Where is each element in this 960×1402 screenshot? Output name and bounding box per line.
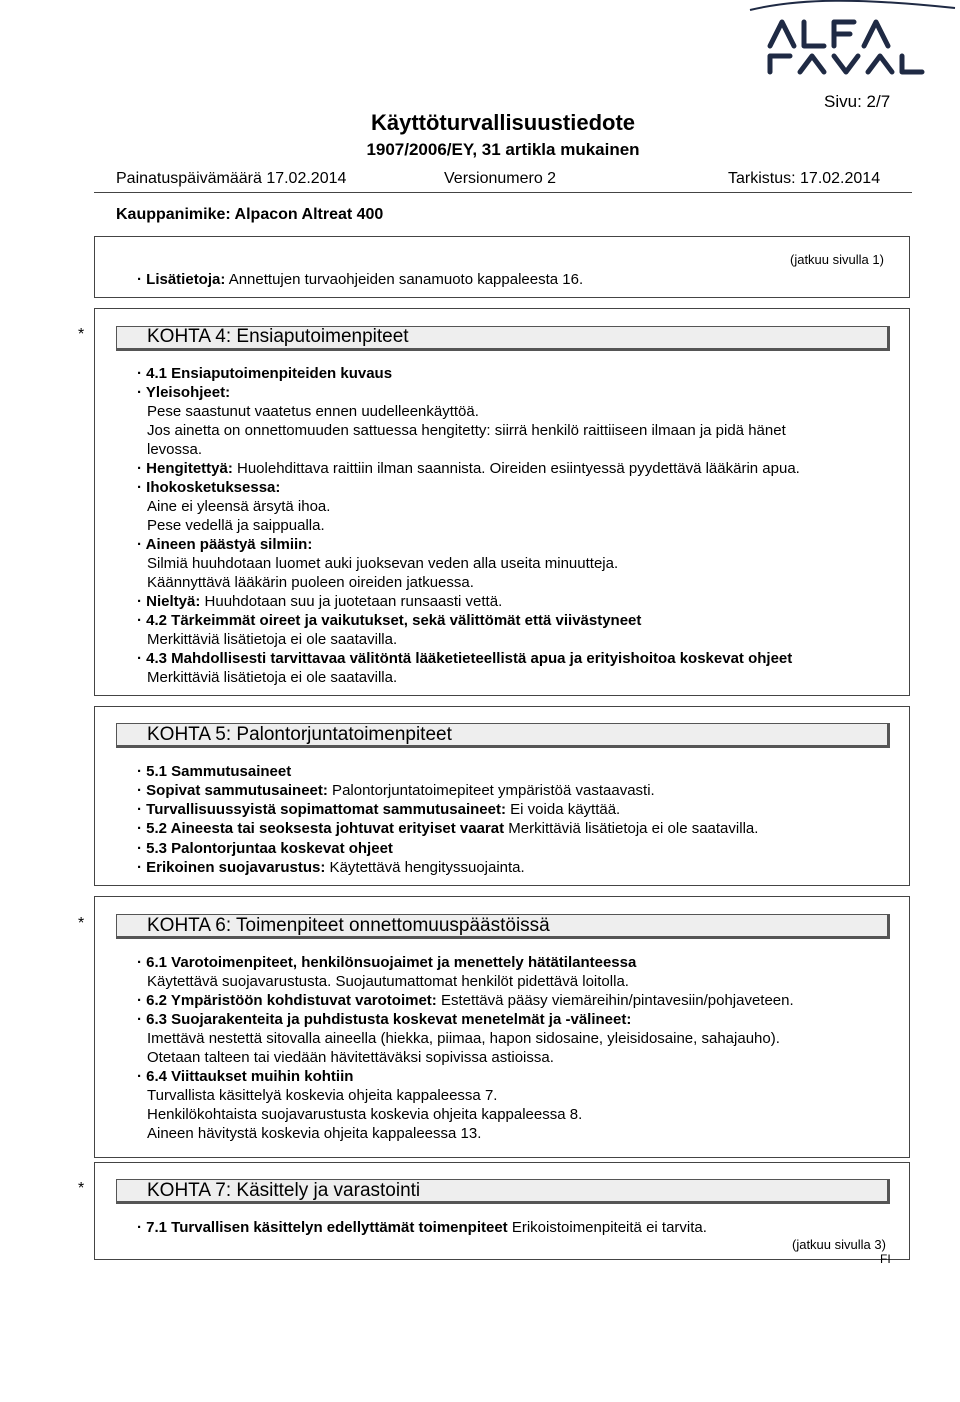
text-line: Pese saastunut vaatetus ennen uudelleenkäyttöä. bbox=[147, 403, 479, 420]
section-7-box bbox=[94, 1162, 910, 1260]
subsection-5-1: · 5.1 Sammutusaineet bbox=[137, 763, 292, 780]
document-subtitle: 1907/2006/EY, 31 artikla mukainen bbox=[366, 140, 640, 159]
text-line: Merkittäviä lisätietoja ei ole saatavilla. bbox=[147, 631, 398, 648]
text-line: Aine ei yleensä ärsytä ihoa. bbox=[147, 498, 331, 515]
section-4-title: KOHTA 4: Ensiaputoimenpiteet bbox=[147, 326, 409, 347]
inhalation-line: · Hengitettyä: Huolehdittava raittiin ilman saannista. Oireiden esiintyessä pyydettävä lääkärin apua. bbox=[137, 460, 800, 477]
section-6-title: KOHTA 6: Toimenpiteet onnettomuuspäästöissä bbox=[147, 915, 550, 936]
eye-contact-label: · Aineen päästyä silmiin: bbox=[137, 536, 313, 553]
subsection-5-2: · 5.2 Aineesta tai seoksesta johtuvat erityiset vaarat Merkittäviä lisätietoja ei ole saatavilla. bbox=[137, 820, 759, 837]
revision-marker: * bbox=[78, 1180, 85, 1197]
suitable-media-line: · Sopivat sammutusaineet: Palontorjuntatoimepiteet ympäristöä vastaavasti. bbox=[137, 782, 655, 799]
subsection-6-3: · 6.3 Suojarakenteita ja puhdistusta koskevat menetelmät ja -välineet: bbox=[137, 1011, 632, 1028]
protective-equipment-line: · Erikoinen suojavarustus: Käytettävä hengityssuojainta. bbox=[137, 859, 525, 876]
text-line: Henkilökohtaista suojavarustusta koskevia ohjeita kappaleessa 8. bbox=[147, 1106, 583, 1123]
subsection-4-1: · 4.1 Ensiaputoimenpiteiden kuvaus bbox=[137, 365, 393, 382]
header-divider bbox=[94, 192, 912, 193]
text-line: Silmiä huuhdotaan luomet auki juoksevan veden alla useita minuutteja. bbox=[147, 555, 619, 572]
text-line: Aineen hävitystä koskevia ohjeita kappaleessa 13. bbox=[147, 1125, 482, 1142]
ingestion-line: · Nieltyä: Huuhdotaan suu ja juotetaan runsaasti vettä. bbox=[137, 593, 503, 610]
version-number: Versionumero 2 bbox=[444, 170, 557, 187]
text-line: Merkittäviä lisätietoja ei ole saatavilla. bbox=[147, 669, 398, 686]
subsection-4-3: · 4.3 Mahdollisesti tarvittavaa välitöntä lääketieteellistä apua ja erityishoitoa koskevat ohjeet bbox=[137, 650, 793, 667]
alfa-laval-logo bbox=[740, 0, 960, 80]
section-5-title: KOHTA 5: Palontorjuntatoimenpiteet bbox=[147, 724, 452, 745]
trade-name: Kauppanimike: Alpacon Altreat 400 bbox=[116, 206, 384, 223]
text-line: Pese vedellä ja saippualla. bbox=[147, 517, 325, 534]
print-date: Painatuspäivämäärä 17.02.2014 bbox=[116, 170, 347, 187]
subsection-6-4: · 6.4 Viittaukset muihin kohtiin bbox=[137, 1068, 354, 1085]
text-line: Turvallista käsittelyä koskevia ohjeita kappaleessa 7. bbox=[147, 1087, 498, 1104]
page-number: Sivu: 2/7 bbox=[824, 92, 891, 111]
text-line: Käytettävä suojavarustusta. Suojautumattomat henkilöt pidettävä loitolla. bbox=[147, 973, 629, 990]
general-advice-label: · Yleisohjeet: bbox=[137, 384, 231, 401]
revision-marker: * bbox=[78, 326, 85, 343]
document-title: Käyttöturvallisuustiedote bbox=[370, 110, 636, 135]
subsection-6-2: · 6.2 Ympäristöön kohdistuvat varotoimet: Estettävä pääsy viemäreihin/pintavesiin/pohjaveteen. bbox=[137, 992, 794, 1009]
text-line: Otetaan talteen tai viedään hävitettäväksi sopivissa astioissa. bbox=[147, 1049, 554, 1066]
unsuitable-media-line: · Turvallisuussyistä sopimattomat sammutusaineet: Ei voida käyttää. bbox=[137, 801, 621, 818]
revision-marker: * bbox=[78, 915, 85, 932]
revision-date: Tarkistus: 17.02.2014 bbox=[728, 170, 881, 187]
subsection-5-3: · 5.3 Palontorjuntaa koskevat ohjeet bbox=[137, 840, 393, 857]
additional-info: · Lisätietoja: Annettujen turvaohjeiden sanamuoto kappaleesta 16. bbox=[137, 271, 584, 288]
skin-contact-label: · Ihokosketuksessa: bbox=[137, 479, 281, 496]
text-line: Imettävä nestettä sitovalla aineella (hiekka, piimaa, hapon sidosaine, yleisidosaine, sahajauho). bbox=[147, 1030, 780, 1047]
language-code: FI bbox=[880, 1252, 891, 1266]
section-7-title: KOHTA 7: Käsittely ja varastointi bbox=[147, 1180, 421, 1201]
continued-to: (jatkuu sivulla 3) bbox=[792, 1237, 886, 1252]
subsection-4-2: · 4.2 Tärkeimmät oireet ja vaikutukset, sekä välittömät että viivästyneet bbox=[137, 612, 642, 629]
text-line: Jos ainetta on onnettomuuden sattuessa hengitetty: siirrä henkilö raittiiseen ilmaan ja pidä hänet bbox=[147, 422, 786, 439]
subsection-6-1: · 6.1 Varotoimenpiteet, henkilönsuojaimet ja menettely hätätilanteessa bbox=[137, 954, 637, 971]
continued-from: (jatkuu sivulla 1) bbox=[790, 252, 884, 267]
text-line: Käännyttävä lääkärin puoleen oireiden jatkuessa. bbox=[147, 574, 474, 591]
text-line: levossa. bbox=[147, 441, 203, 458]
subsection-7-1: · 7.1 Turvallisen käsittelyn edellyttämät toimenpiteet Erikoistoimenpiteitä ei tarvita. bbox=[137, 1219, 707, 1236]
